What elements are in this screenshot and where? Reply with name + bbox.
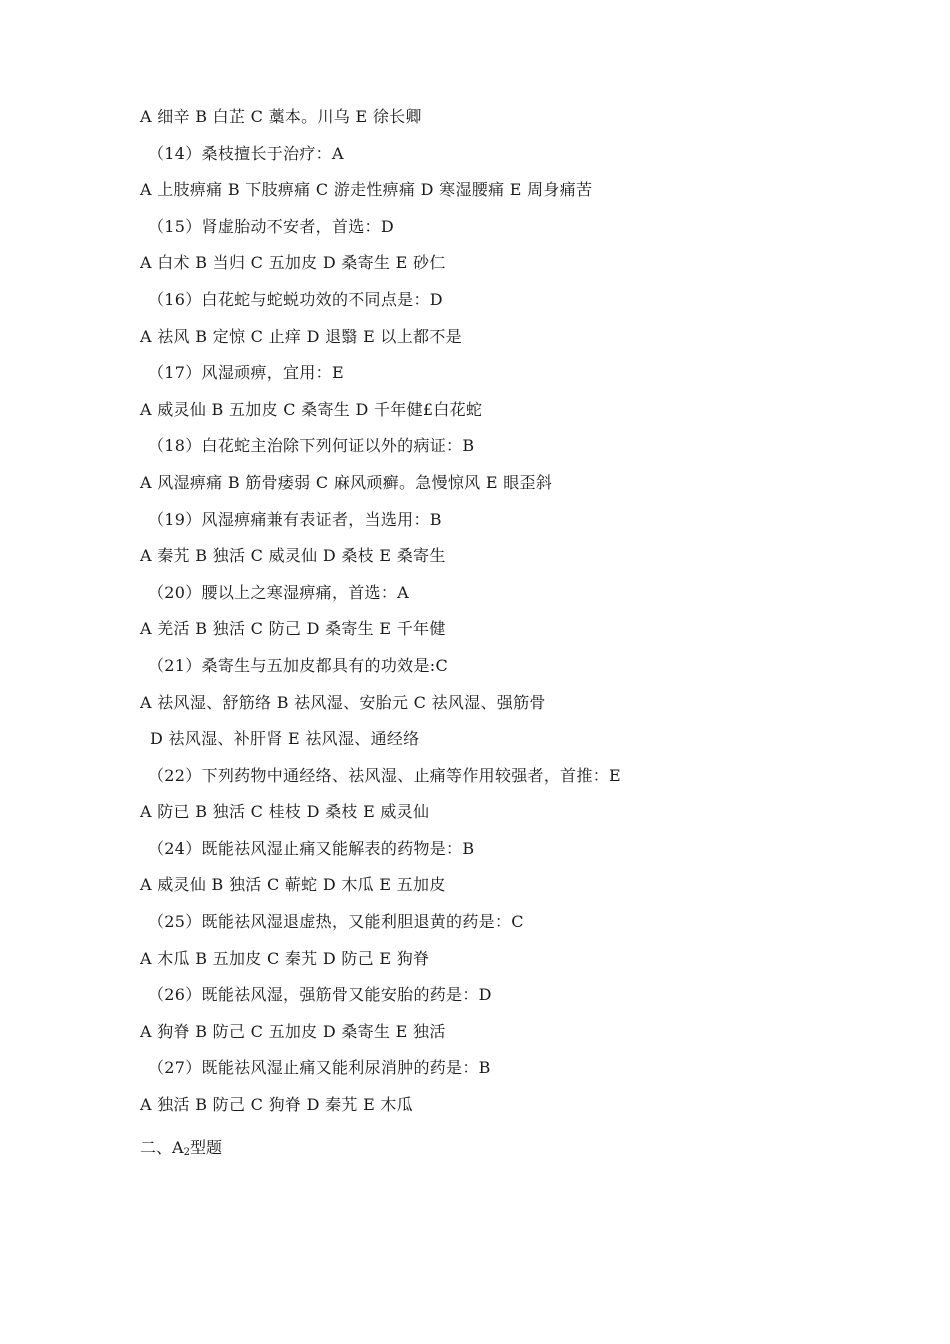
section-heading <box>140 1135 920 1165</box>
answer-options: A 独活 B 防己 C 狗脊 D 秦艽 E 木瓜 <box>140 1095 414 1115</box>
answer-options: A 祛风 B 定惊 C 止痒 D 退翳 E 以上都不是 <box>140 326 462 346</box>
answer-options: A 威灵仙 B 五加皮 C 桑寄生 D 千年健£白花蛇 <box>140 399 483 419</box>
question-text: （20）腰以上之寒湿痹痛，首选：A <box>148 582 410 602</box>
answer-options: A 上肢痹痛 B 下肢痹痛 C 游走性痹痛 D 寒湿腰痛 E 周身痛苦 <box>140 180 593 200</box>
answer-options: D 祛风湿、补肝肾 E 祛风湿、通经络 <box>150 729 420 749</box>
question-text: （21）桑寄生与五加皮都具有的功效是:C <box>148 655 448 675</box>
question-text: （25）既能祛风湿退虚热，又能利胆退黄的药是：C <box>148 912 524 932</box>
question-text: （27）既能祛风湿止痛又能利尿消肿的药是：B <box>148 1058 491 1078</box>
answer-options: A 羌活 B 独活 C 防己 D 桑寄生 E 千年健 <box>140 619 446 639</box>
question-text: （24）既能祛风湿止痛又能解表的药物是：B <box>148 838 475 858</box>
answer-options: A 白术 B 当归 C 五加皮 D 桑寄生 E 砂仁 <box>140 253 446 273</box>
question-list <box>140 104 920 1129</box>
answer-options: A 威灵仙 B 独活 C 蕲蛇 D 木瓜 E 五加皮 <box>140 875 446 895</box>
answer-options: A 狗脊 B 防己 C 五加皮 D 桑寄生 E 独活 <box>140 1021 446 1041</box>
question-text: （18）白花蛇主治除下列何证以外的病证：B <box>148 436 475 456</box>
document-content <box>140 104 920 1165</box>
answer-options: A 防已 B 独活 C 桂枝 D 桑枝 E 威灵仙 <box>140 802 430 822</box>
question-text: （14）桑枝擅长于治疗：A <box>148 143 344 163</box>
question-text: （19）风湿痹痛兼有表证者，当选用：B <box>148 509 442 529</box>
answer-options: A 祛风湿、舒筋络 B 祛风湿、安胎元 C 祛风湿、强筋骨 <box>140 692 546 712</box>
section-heading-subscript: 2 <box>183 1146 190 1158</box>
question-text: （17）风湿顽痹，宜用：E <box>148 363 344 383</box>
answer-options: A 细辛 B 白芷 C 藁本。川乌 E 徐长卿 <box>140 107 422 126</box>
question-text: （16）白花蛇与蛇蜕功效的不同点是：D <box>148 289 443 309</box>
answer-options: A 木瓜 B 五加皮 C 秦艽 D 防己 E 狗脊 <box>140 948 430 968</box>
section-heading-suffix: 型题 <box>189 1137 222 1157</box>
answer-options: A 风湿痹痛 B 筋骨痿弱 C 麻风顽癣。急慢惊风 E 眼歪斜 <box>140 472 553 492</box>
question-text: （26）既能祛风湿，强筋骨又能安胎的药是：D <box>148 985 492 1005</box>
answer-options: A 秦艽 B 独活 C 威灵仙 D 桑枝 E 桑寄生 <box>140 546 446 566</box>
question-text: （15）肾虚胎动不安者，首选：D <box>148 216 394 236</box>
question-text: （22）下列药物中通经络、祛风湿、止痛等作用较强者，首推：E <box>148 765 622 785</box>
section-heading-prefix: 二、A <box>140 1137 184 1157</box>
